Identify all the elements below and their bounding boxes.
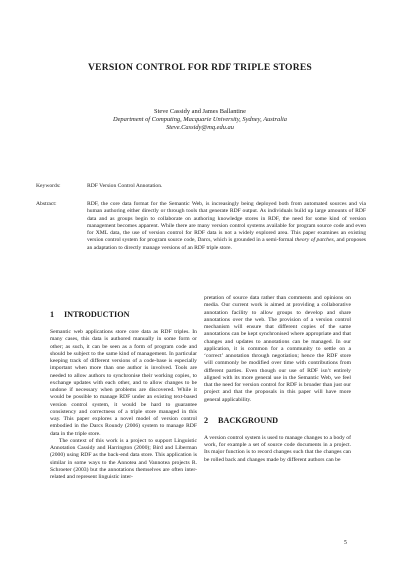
author-block [0, 108, 400, 132]
right-column [204, 295, 351, 464]
author-affiliation: Department of Computing, Macquarie University, Sydney, Australia [112, 116, 287, 123]
author-email: Steve.Cassidy@mq.edu.au [166, 124, 234, 131]
keywords-text: RDF Version Control Annotation. [87, 183, 163, 189]
section-heading-introduction [50, 310, 197, 320]
section-title: INTRODUCTION [64, 310, 130, 319]
paper-title: VERSION CONTROL FOR RDF TRIPLE STORES [88, 62, 312, 73]
section-heading-background [204, 416, 351, 426]
keywords-label: Keywords: [36, 183, 61, 189]
intro-paragraph-2: The context of this work is a project to support Linguistic Annotation Cassidy and Harrington (2000); Bird and Liberman (2000) using RDF as the back-end data store. This application is similar in some ways to the Annotea and Vannotea projects R. Schroeter (2003) but the annotations themselves are often inter-related and represent linguistic inter- [50, 437, 197, 480]
page-number: 5 [344, 540, 347, 546]
section-title: BACKGROUND [218, 415, 279, 425]
abstract-text [87, 201, 366, 252]
abstract-block [36, 201, 366, 273]
intro-paragraph-continued: pretation of source data rather than comments and opinions on media. Our current work is aimed at providing a collaborative annotation facility to allow groups to develop and share annotations over the web. The provision of a version control mechanism will ensure that different copies of the same annotations can be kept synchronised where appropriate and that changes and updates to annotations can be managed. In our application, it is common for a community to settle on a ‘correct’ annotation through negotiation; hence the RDF store will commonly be modified over time with contributions from different parties. Even though our use of RDF isn’t entirely aligned with its more general use in the Semantic Web, we feel that the need for version control for RDF is broader than just our project and that the proposals in this paper will have more general applicability. [204, 295, 351, 403]
section-number: 1 [50, 310, 55, 319]
keywords-block [36, 183, 366, 193]
abstract-text-part1: RDF, the core data format for the Semantic Web, is increasingly being deployed both from automated sources and via human authoring either directly or through tools that generate RDF output. As individuals build up large amounts of RDF data and as groups begin to collaborate on authoring knowledge stores in RDF, the need for some kind of version management becomes apparent. While there are many version control systems available for program source code and even for XML data, the use of version control for RDF data is not a widely explored area. This paper examines an existing version control system for program source code, Darcs, which is grounded in a semi-formal [87, 201, 366, 244]
abstract-label: Abstract: [36, 201, 57, 207]
intro-paragraph-1: Semantic web applications store core data as RDF triples. In many cases, this data is authored manually in some form or other; as such, it can be seen as a form of program code and should be subject to the same kind of management. In particular keeping track of different versions of a code-base is especially important when more than one author is involved. Tools are needed to allow authors to synchronise their working copies, to exchange updates with each other, and to allow changes to be undone if necessary when problems are discovered. While it would be possible to manage RDF under an existing text-based version control system, it would be hard to guarantee consistency and correctness of a triple store managed in this way. This paper explores a novel model of version control embodied in the Darcs Roundy (2006) system to manage RDF data in the triple store. [50, 329, 197, 437]
section-number: 2 [204, 415, 209, 425]
abstract-emphasis: theory of patches [294, 237, 334, 244]
background-paragraph-1: A version control system is used to manage changes to a body of work, for example a set of source code documents in a project. Its major function is to record changes such that the changes can be rolled back and changes made by different authors can be [204, 434, 351, 463]
left-column [50, 310, 197, 481]
abstract-text-part2: , and proposes an adaptation to directly manage versions of an RDF triple store. [87, 237, 366, 251]
author-names: Steve Cassidy and James Ballantine [154, 108, 246, 115]
